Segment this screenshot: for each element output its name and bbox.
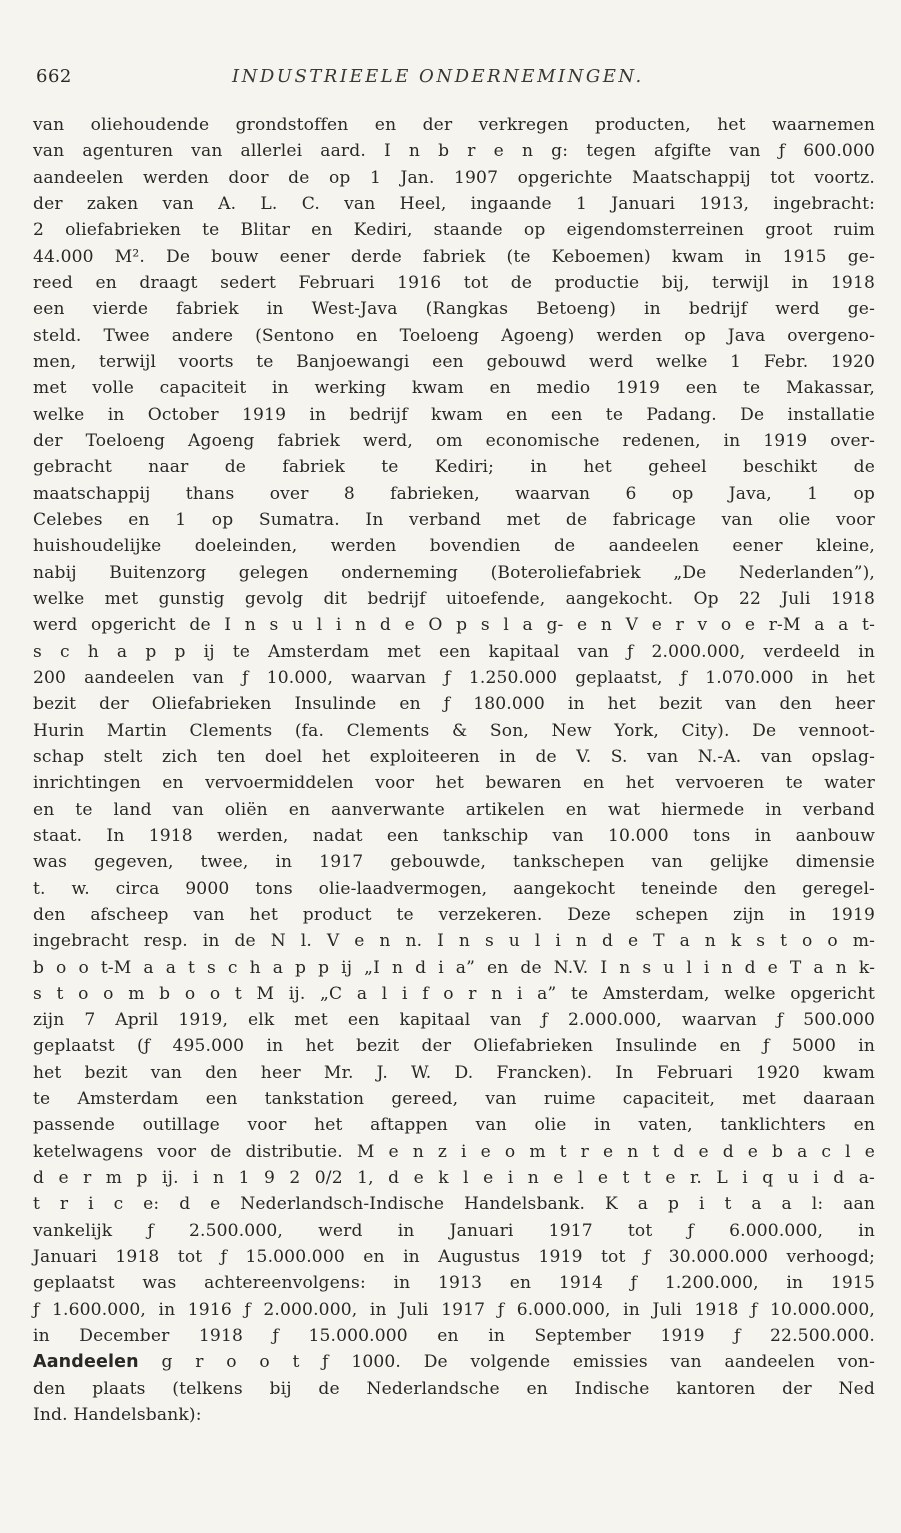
text-line: d e r m p ij. i n 1 9 2 0/2 1, d e k l e i n e l e t t e r. L i q u i d a- xyxy=(33,1168,875,1189)
text-line: t. w. circa 9000 tons olie-laadvermogen, aangekocht teneinde den geregel- xyxy=(33,878,875,899)
text-line: werd opgericht de I n s u l i n d e O p s l a g- e n V e r v o e r-M a a t- xyxy=(33,615,875,636)
text-line: men, terwijl voorts te Banjoewangi een gebouwd werd welke 1 Febr. 1920 xyxy=(33,351,875,372)
text-line: schap stelt zich ten doel het exploiteeren in de V. S. van N.-A. van opslag- xyxy=(33,746,875,767)
text-line: maatschappij thans over 8 fabrieken, waarvan 6 op Java, 1 op xyxy=(33,483,875,504)
text-line: ketelwagens voor de distributie. M e n z i e o m t r e n t d e d e b a c l e xyxy=(33,1141,875,1162)
text-line: Ind. Handelsbank): xyxy=(33,1405,202,1426)
text-line: geplaatst was achtereenvolgens: in 1913 en 1914 ƒ 1.200.000, in 1915 xyxy=(33,1273,875,1294)
text-line: zijn 7 April 1919, elk met een kapitaal van ƒ 2.000.000, waarvan ƒ 500.000 xyxy=(33,1010,875,1031)
text-line: het bezit van den heer Mr. J. W. D. Francken). In Februari 1920 kwam xyxy=(33,1062,875,1083)
text-line: 200 aandeelen van ƒ 10.000, waarvan ƒ 1.250.000 geplaatst, ƒ 1.070.000 in het xyxy=(33,667,875,688)
text-line: den afscheep van het product te verzekeren. Deze schepen zijn in 1919 xyxy=(33,904,875,925)
text-line: steld. Twee andere (Sentono en Toeloeng Agoeng) werden op Java overgeno- xyxy=(33,325,875,346)
text-line: bezit der Oliefabrieken Insulinde en ƒ 180.000 in het bezit van den heer xyxy=(33,694,875,715)
text-line: 2 oliefabrieken te Blitar en Kediri, staande op eigendomsterreinen groot ruim xyxy=(33,220,875,241)
page-number: 662 xyxy=(36,66,72,87)
text-line: der Toeloeng Agoeng fabriek werd, om economische redenen, in 1919 over- xyxy=(33,430,875,451)
text-line: vankelijk ƒ 2.500.000, werd in Januari 1917 tot ƒ 6.000.000, in xyxy=(33,1220,875,1241)
text-line: t r i c e: d e Nederlandsch-Indische Handelsbank. K a p i t a a l: aan xyxy=(33,1194,875,1215)
page-header xyxy=(36,62,871,92)
text-line: staat. In 1918 werden, nadat een tankschip van 10.000 tons in aanbouw xyxy=(33,825,875,846)
text-line: 44.000 M². De bouw eener derde fabriek (te Keboemen) kwam in 1915 ge- xyxy=(33,246,875,267)
section-keyword: Aandeelen xyxy=(33,1352,139,1373)
text-line: nabij Buitenzorg gelegen onderneming (Boteroliefabriek „De Nederlanden”), xyxy=(33,562,875,583)
text-line: s c h a p p ij te Amsterdam met een kapitaal van ƒ 2.000.000, verdeeld in xyxy=(33,641,875,662)
running-head: INDUSTRIEELE ONDERNEMINGEN. xyxy=(232,66,644,87)
text-line: der zaken van A. L. C. van Heel, ingaande 1 Januari 1913, ingebracht: xyxy=(33,193,875,214)
text-line: was gegeven, twee, in 1917 gebouwde, tankschepen van gelijke dimensie xyxy=(33,852,875,873)
text-line: ƒ 1.600.000, in 1916 ƒ 2.000.000, in Juli 1917 ƒ 6.000.000, in Juli 1918 ƒ 10.000.000, xyxy=(33,1299,875,1320)
text-line: en te land van oliën en aanverwante artikelen en wat hiermede in verband xyxy=(33,799,875,820)
text-line: gebracht naar de fabriek te Kediri; in het geheel beschikt de xyxy=(33,457,875,478)
text-line: van oliehoudende grondstoffen en der verkregen producten, het waarnemen xyxy=(33,115,875,135)
text-line: Hurin Martin Clements (fa. Clements & Son, New York, City). De vennoot- xyxy=(33,720,875,741)
text-line: een vierde fabriek in West-Java (Rangkas Betoeng) in bedrijf werd ge- xyxy=(33,299,875,320)
text-line: ingebracht resp. in de N l. V e n n. I n s u l i n d e T a n k s t o o m- xyxy=(33,931,875,952)
text-line: passende outillage voor het aftappen van olie in vaten, tanklichters en xyxy=(33,1115,875,1136)
text-line: te Amsterdam een tankstation gereed, van ruime capaciteit, met daaraan xyxy=(33,1089,875,1110)
text-line xyxy=(33,1349,875,1375)
body-text xyxy=(33,112,875,1428)
text-line: aandeelen werden door de op 1 Jan. 1907 opgerichte Maatschappij tot voortz. xyxy=(33,167,875,188)
text-line: den plaats (telkens bij de Nederlandsche en Indische kantoren der Ned xyxy=(33,1378,875,1399)
text-line: geplaatst (ƒ 495.000 in het bezit der Oliefabrieken Insulinde en ƒ 5000 in xyxy=(33,1036,875,1057)
text-line: in December 1918 ƒ 15.000.000 en in September 1919 ƒ 22.500.000. xyxy=(33,1326,875,1347)
text-line: Celebes en 1 op Sumatra. In verband met de fabricage van olie voor xyxy=(33,509,875,530)
text-line: welke met gunstig gevolg dit bedrijf uitoefende, aangekocht. Op 22 Juli 1918 xyxy=(33,588,875,609)
text-line: Januari 1918 tot ƒ 15.000.000 en in Augustus 1919 tot ƒ 30.000.000 verhoogd; xyxy=(33,1247,875,1268)
text-line: huishoudelijke doeleinden, werden bovendien de aandeelen eener kleine, xyxy=(33,536,875,557)
text-line: s t o o m b o o t M ij. „C a l i f o r n i a” te Amsterdam, welke opgericht xyxy=(33,983,875,1004)
text-line: inrichtingen en vervoermiddelen voor het bewaren en het vervoeren te water xyxy=(33,773,875,794)
text-line: van agenturen van allerlei aard. I n b r e n g: tegen afgifte van ƒ 600.000 xyxy=(33,141,875,162)
text-line: b o o t-M a a t s c h a p p ij „I n d i a” en de N.V. I n s u l i n d e T a n k- xyxy=(33,957,875,978)
text-line: reed en draagt sedert Februari 1916 tot de productie bij, terwijl in 1918 xyxy=(33,272,875,293)
text-line: welke in October 1919 in bedrijf kwam en een te Padang. De installatie xyxy=(33,404,875,425)
text-line: met volle capaciteit in werking kwam en medio 1919 een te Makassar, xyxy=(33,378,875,399)
text-line-rest: g r o o t ƒ 1000. De volgende emissies van aandeelen von- xyxy=(138,1352,875,1373)
